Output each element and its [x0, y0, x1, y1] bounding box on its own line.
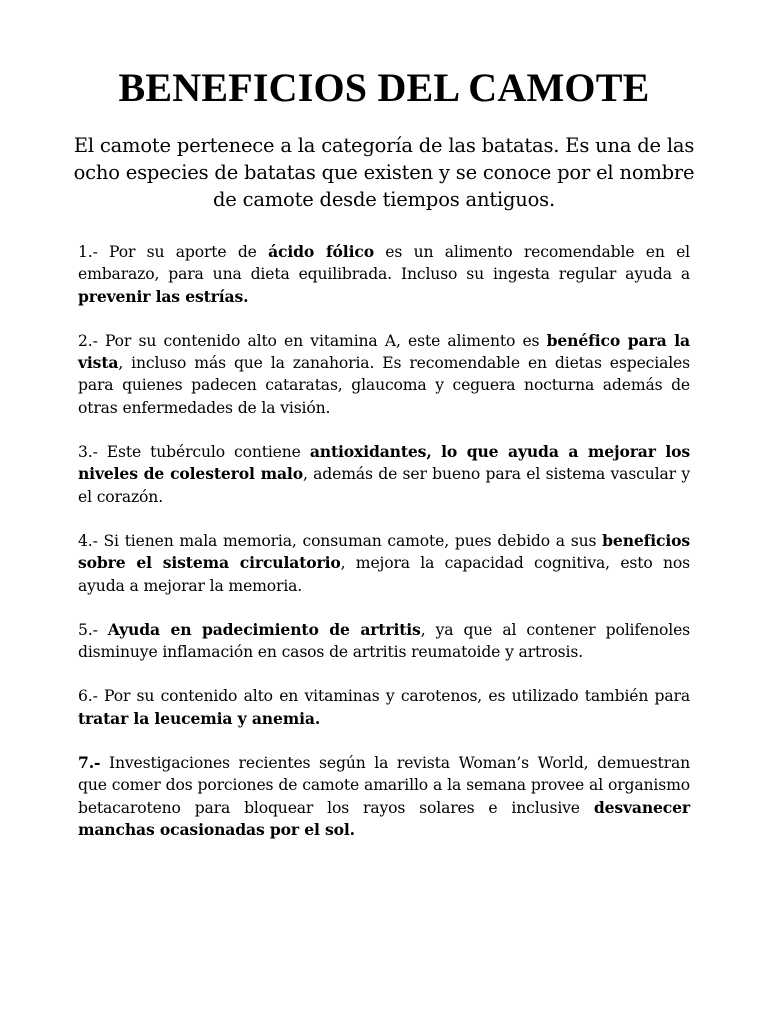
- benefit-text: es un alimento recomendable en el embarazo, para una dieta equilibrada. Incluso su ingesta regular ayuda a: [78, 243, 690, 284]
- benefit-item: [78, 530, 690, 597]
- benefits-list: [78, 241, 690, 841]
- benefit-highlight: 7.-: [78, 753, 101, 773]
- benefit-highlight: benéfico para la vista: [78, 330, 690, 373]
- intro-paragraph: El camote pertenece a la categoría de las batatas. Es una de las ocho especies de batatas que existen y se conoce por el nombre de camote desde tiempos antiguos.: [73, 134, 695, 211]
- benefit-text: , además de ser bueno para el sistema vascular y el corazón.: [78, 465, 690, 506]
- benefit-highlight: prevenir las estrías.: [78, 286, 249, 306]
- benefit-highlight: tratar la leucemia y anemia.: [78, 708, 321, 728]
- benefit-highlight: Ayuda en padecimiento de artritis: [107, 619, 421, 639]
- benefit-item: [78, 619, 690, 664]
- benefit-highlight: antioxidantes, lo que ayuda a mejorar los niveles de colesterol malo: [78, 442, 691, 484]
- benefit-highlight: ácido fólico: [268, 242, 374, 261]
- benefit-highlight: beneficios sobre el sistema circulatorio: [78, 530, 690, 573]
- benefit-highlight: desvanecer manchas ocasionadas por el sol.: [78, 797, 690, 839]
- benefit-text: , incluso más que la zanahoria. Es recomendable en dietas especiales para quienes padecen cataratas, glaucoma y ceguera nocturna además de otras enfermedades de la visión.: [78, 354, 690, 417]
- benefit-text: 4.- Si tienen mala memoria, consuman camote, pues debido a sus: [78, 531, 603, 550]
- benefit-item: [78, 685, 690, 730]
- benefit-text: 5.-: [78, 620, 108, 639]
- benefit-item: [78, 241, 690, 308]
- benefit-text: , mejora la capacidad cognitiva, esto nos ayuda a mejorar la memoria.: [78, 554, 690, 595]
- benefit-text: , ya que al contener polifenoles disminuye inflamación en casos de artritis reumatoide y artrosis.: [78, 620, 690, 662]
- benefit-text: Investigaciones recientes según la revista Woman’s World, demuestran que comer dos porciones de camote amarillo a la semana provee al organismo betacaroteno para bloquear los rayos solares e inclusive: [78, 754, 690, 817]
- benefit-text: 3.- Este tubérculo contiene: [78, 443, 310, 462]
- benefit-item: [78, 441, 690, 508]
- benefit-item: [78, 330, 690, 419]
- benefit-text: 1.- Por su aporte de: [78, 243, 269, 261]
- document-title: BENEFICIOS DEL CAMOTE: [118, 65, 650, 110]
- benefit-text: 2.- Por su contenido alto en vitamina A, este alimento es: [78, 331, 547, 350]
- benefit-item: [78, 752, 690, 841]
- benefit-text: 6.- Por su contenido alto en vitaminas y carotenos, es utilizado también para: [78, 687, 690, 706]
